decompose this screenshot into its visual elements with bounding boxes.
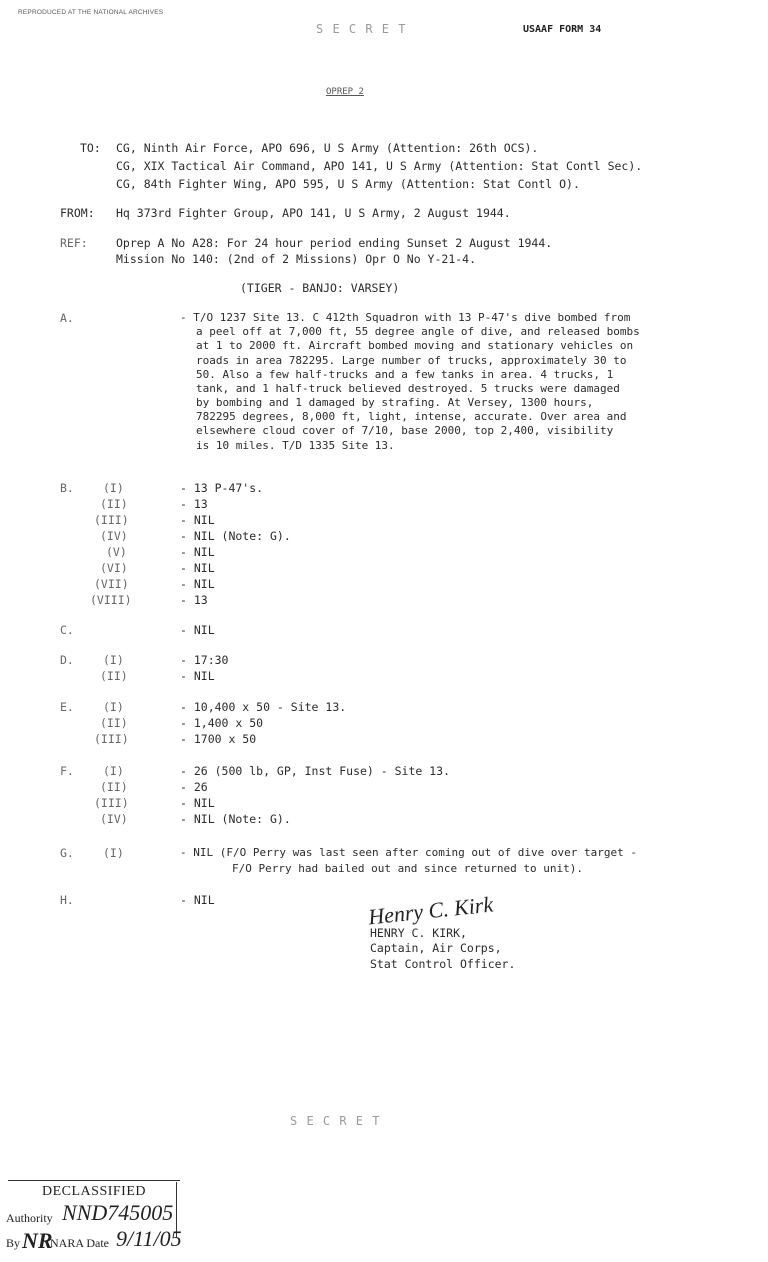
item-number: (II) xyxy=(100,716,128,730)
item-value: - NIL xyxy=(180,513,215,527)
item-value: - 26 xyxy=(180,780,208,794)
item-value: - 13 xyxy=(180,497,208,511)
declassified-date: 9/11/05 xyxy=(116,1226,182,1251)
item-number: (I) xyxy=(103,846,124,860)
reproduction-stamp: REPRODUCED AT THE NATIONAL ARCHIVES xyxy=(18,9,164,16)
form-number: USAAF FORM 34 xyxy=(523,24,602,35)
item-number: (III) xyxy=(94,796,129,810)
section-g-line: F/O Perry had bailed out and since returned to unit). xyxy=(232,862,583,875)
section-a-line: elsewhere cloud cover of 7/10, base 2000, top 2,400, visibility xyxy=(196,424,614,437)
section-e-label: E. xyxy=(60,700,74,714)
item-value: - 13 xyxy=(180,593,208,607)
item-value: - 1,400 x 50 xyxy=(180,716,264,730)
nara-date-label: NARA Date xyxy=(50,1236,109,1250)
section-h-label: H. xyxy=(60,893,74,907)
section-c-label: C. xyxy=(60,623,74,637)
section-a-line: tank, and 1 half-truck believed destroyed. 5 trucks were damaged xyxy=(196,382,620,395)
ref-label: REF: xyxy=(60,236,88,250)
item-number: (VII) xyxy=(94,577,129,591)
by-label: By xyxy=(6,1236,21,1250)
item-number: (I) xyxy=(103,481,124,495)
to-line: CG, Ninth Air Force, APO 696, U S Army (Attention: 26th OCS). xyxy=(116,141,539,155)
to-label: TO: xyxy=(80,141,101,155)
item-number: (III) xyxy=(94,513,129,527)
to-line: CG, 84th Fighter Wing, APO 595, U S Army (Attention: Stat Contl O). xyxy=(116,177,580,191)
signatory-name: HENRY C. KIRK, xyxy=(370,926,467,940)
item-value: - NIL xyxy=(180,669,215,683)
authority-label: Authority xyxy=(6,1211,53,1225)
item-value: - 10,400 x 50 - Site 13. xyxy=(180,700,347,714)
item-value: - 26 (500 lb, GP, Inst Fuse) - Site 13. xyxy=(180,764,451,778)
item-number: (I) xyxy=(103,653,124,667)
declassified-heading: DECLASSIFIED xyxy=(42,1184,147,1199)
section-g-line: - NIL (F/O Perry was last seen after coming out of dive over target - xyxy=(180,846,637,859)
from-line: Hq 373rd Fighter Group, APO 141, U S Army, 2 August 1944. xyxy=(116,206,511,220)
section-f-label: F. xyxy=(60,764,74,778)
signatory-rank: Captain, Air Corps, xyxy=(370,941,502,955)
item-number: (I) xyxy=(103,764,124,778)
item-number: (V) xyxy=(106,545,127,559)
section-a-line: roads in area 782295. Large number of trucks, approximately 30 to xyxy=(196,354,627,367)
item-number: (IV) xyxy=(100,529,128,543)
handwritten-signature: Henry C. Kirk xyxy=(366,891,495,930)
to-line: CG, XIX Tactical Air Command, APO 141, U S Army (Attention: Stat Contl Sec). xyxy=(116,159,643,173)
item-number: (II) xyxy=(100,780,128,794)
item-number: (VI) xyxy=(100,561,128,575)
section-d-label: D. xyxy=(60,653,74,667)
section-a-label: A. xyxy=(60,311,74,325)
section-a-line: a peel off at 7,000 ft, 55 degree angle of dive, and released bombs xyxy=(196,325,640,338)
section-c-value: - NIL xyxy=(180,623,215,637)
section-b-label: B. xyxy=(60,481,74,495)
item-number: (IV) xyxy=(100,812,128,826)
declass-divider xyxy=(8,1180,180,1181)
section-a-line: - T/O 1237 Site 13. C 412th Squadron with 13 P-47's dive bombed from xyxy=(180,311,631,324)
item-value: - NIL xyxy=(180,545,215,559)
by-initials: NR xyxy=(22,1228,53,1253)
section-h-value: - NIL xyxy=(180,893,215,907)
item-value: - NIL (Note: G). xyxy=(180,529,291,543)
section-a-line: 50. Also a few half-trucks and a few tanks in area. 4 trucks, 1 xyxy=(196,368,614,381)
authority-number: NND745005 xyxy=(62,1200,174,1225)
item-value: - 17:30 xyxy=(180,653,229,667)
item-number: (VIII) xyxy=(90,593,132,607)
section-a-line: by bombing and 1 damaged by strafing. At Versey, 1300 hours, xyxy=(196,396,594,409)
section-a-line: 782295 degrees, 8,000 ft, light, intense, accurate. Over area and xyxy=(196,410,627,423)
document-title: OPREP 2 xyxy=(326,87,364,97)
item-number: (I) xyxy=(103,700,124,714)
item-value: - NIL xyxy=(180,577,215,591)
item-number: (II) xyxy=(100,669,128,683)
item-value: - NIL (Note: G). xyxy=(180,812,291,826)
codename: (TIGER - BANJO: VARSEY) xyxy=(240,281,400,295)
classification-top: S E C R E T xyxy=(316,22,407,36)
item-number: (III) xyxy=(94,732,129,746)
classification-bottom: S E C R E T xyxy=(290,1114,381,1128)
section-a-line: is 10 miles. T/D 1335 Site 13. xyxy=(196,439,395,452)
section-g-label: G. xyxy=(60,846,74,860)
item-number: (II) xyxy=(100,497,128,511)
signatory-title: Stat Control Officer. xyxy=(370,957,516,971)
ref-line: Oprep A No A28: For 24 hour period ending Sunset 2 August 1944. xyxy=(116,236,553,250)
item-value: - 13 P-47's. xyxy=(180,481,264,495)
item-value: - 1700 x 50 xyxy=(180,732,257,746)
ref-line: Mission No 140: (2nd of 2 Missions) Opr O No Y-21-4. xyxy=(116,252,477,266)
section-a-line: at 1 to 2000 ft. Aircraft bombed moving and stationary vehicles on xyxy=(196,339,634,352)
item-value: - NIL xyxy=(180,796,215,810)
from-label: FROM: xyxy=(60,206,95,220)
item-value: - NIL xyxy=(180,561,215,575)
